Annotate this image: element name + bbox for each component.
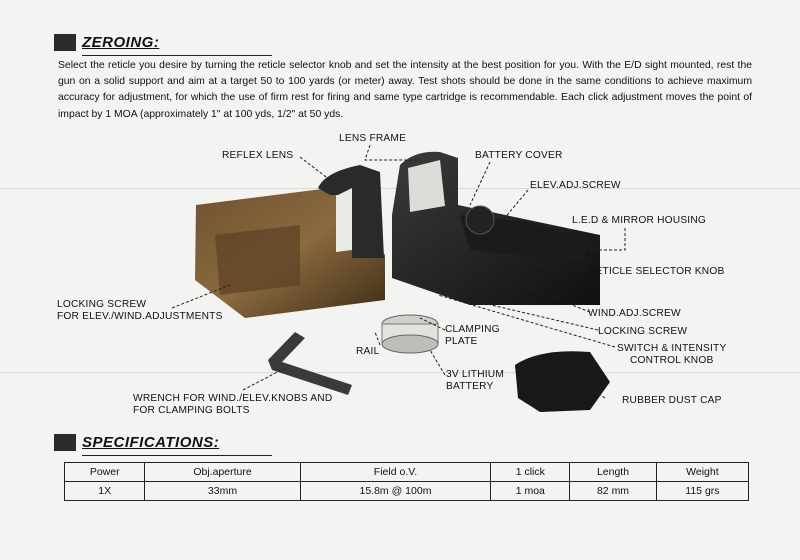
- label-reflex-lens: REFLEX LENS: [222, 150, 294, 161]
- table-row: [65, 482, 749, 501]
- header-cell: Field o.V.: [300, 463, 491, 482]
- value-cell: 115 grs: [656, 482, 748, 501]
- right-sight-body: [392, 152, 600, 305]
- label-battery-cover: BATTERY COVER: [475, 150, 563, 161]
- label-locking-screw-adjustments: LOCKING SCREW FOR ELEV./WIND.ADJUSTMENTS: [57, 299, 223, 322]
- header-cell: Length: [570, 463, 657, 482]
- zeroing-title: ZEROING:: [82, 34, 160, 51]
- battery-image: [382, 315, 438, 353]
- label-battery: 3V LITHIUM BATTERY: [446, 369, 505, 392]
- label-wind-adj-screw: WIND.ADJ.SCREW: [588, 308, 681, 319]
- header-cell: 1 click: [491, 463, 570, 482]
- header-cell: Weight: [656, 463, 748, 482]
- specifications-table: [64, 462, 749, 501]
- label-rubber-dust-cap: RUBBER DUST CAP: [622, 395, 722, 406]
- label-elev-adj-screw: ELEV.ADJ.SCREW: [530, 180, 621, 191]
- header-cell: Obj.aperture: [145, 463, 300, 482]
- zeroing-paragraph: Select the reticle you desire by turning the reticle selector knob and set the intensity at the best position for you. With the E/D sight mounted, rest the gun on a solid support and aim at a target 50 to 100 yards (or meter) away. Test shots should be done in the same conditions to achieve maximum accuracy for adjustment, for which the use of firm rest for firing and same type cartridge is recommendable. Each click adjustment moves the point of impact by 1 MOA (approximately 1" at 100 yds, 1/2" at 50 yds.: [58, 60, 752, 120]
- label-lens-frame: LENS FRAME: [339, 133, 407, 144]
- label-wrench: WRENCH FOR WIND./ELEV.KNOBS AND FOR CLAMPING BOLTS: [133, 393, 333, 416]
- label-locking-screw: LOCKING SCREW: [598, 326, 688, 337]
- value-cell: 82 mm: [570, 482, 657, 501]
- value-cell: 15.8m @ 100m: [300, 482, 491, 501]
- specifications-heading: [54, 434, 219, 451]
- wrench-image: [268, 332, 352, 395]
- label-rail: RAIL: [356, 346, 380, 357]
- value-cell: 33mm: [145, 482, 300, 501]
- value-cell: 1 moa: [491, 482, 570, 501]
- header-cell: Power: [65, 463, 145, 482]
- heading-rule: [82, 455, 272, 456]
- specifications-title: SPECIFICATIONS:: [82, 434, 220, 451]
- label-reticle-selector-knob: RETICLE SELECTOR KNOB: [588, 266, 725, 277]
- label-clamping-plate: CLAMPING PLATE: [445, 324, 500, 347]
- table-header-row: [65, 463, 749, 482]
- heading-marker: [54, 434, 76, 451]
- label-led-mirror-housing: L.E.D & MIRROR HOUSING: [572, 215, 707, 226]
- label-switch-intensity-knob: SWITCH & INTENSITY CONTROL KNOB: [617, 343, 727, 366]
- value-cell: 1X: [65, 482, 145, 501]
- dust-cap-image: [515, 351, 610, 412]
